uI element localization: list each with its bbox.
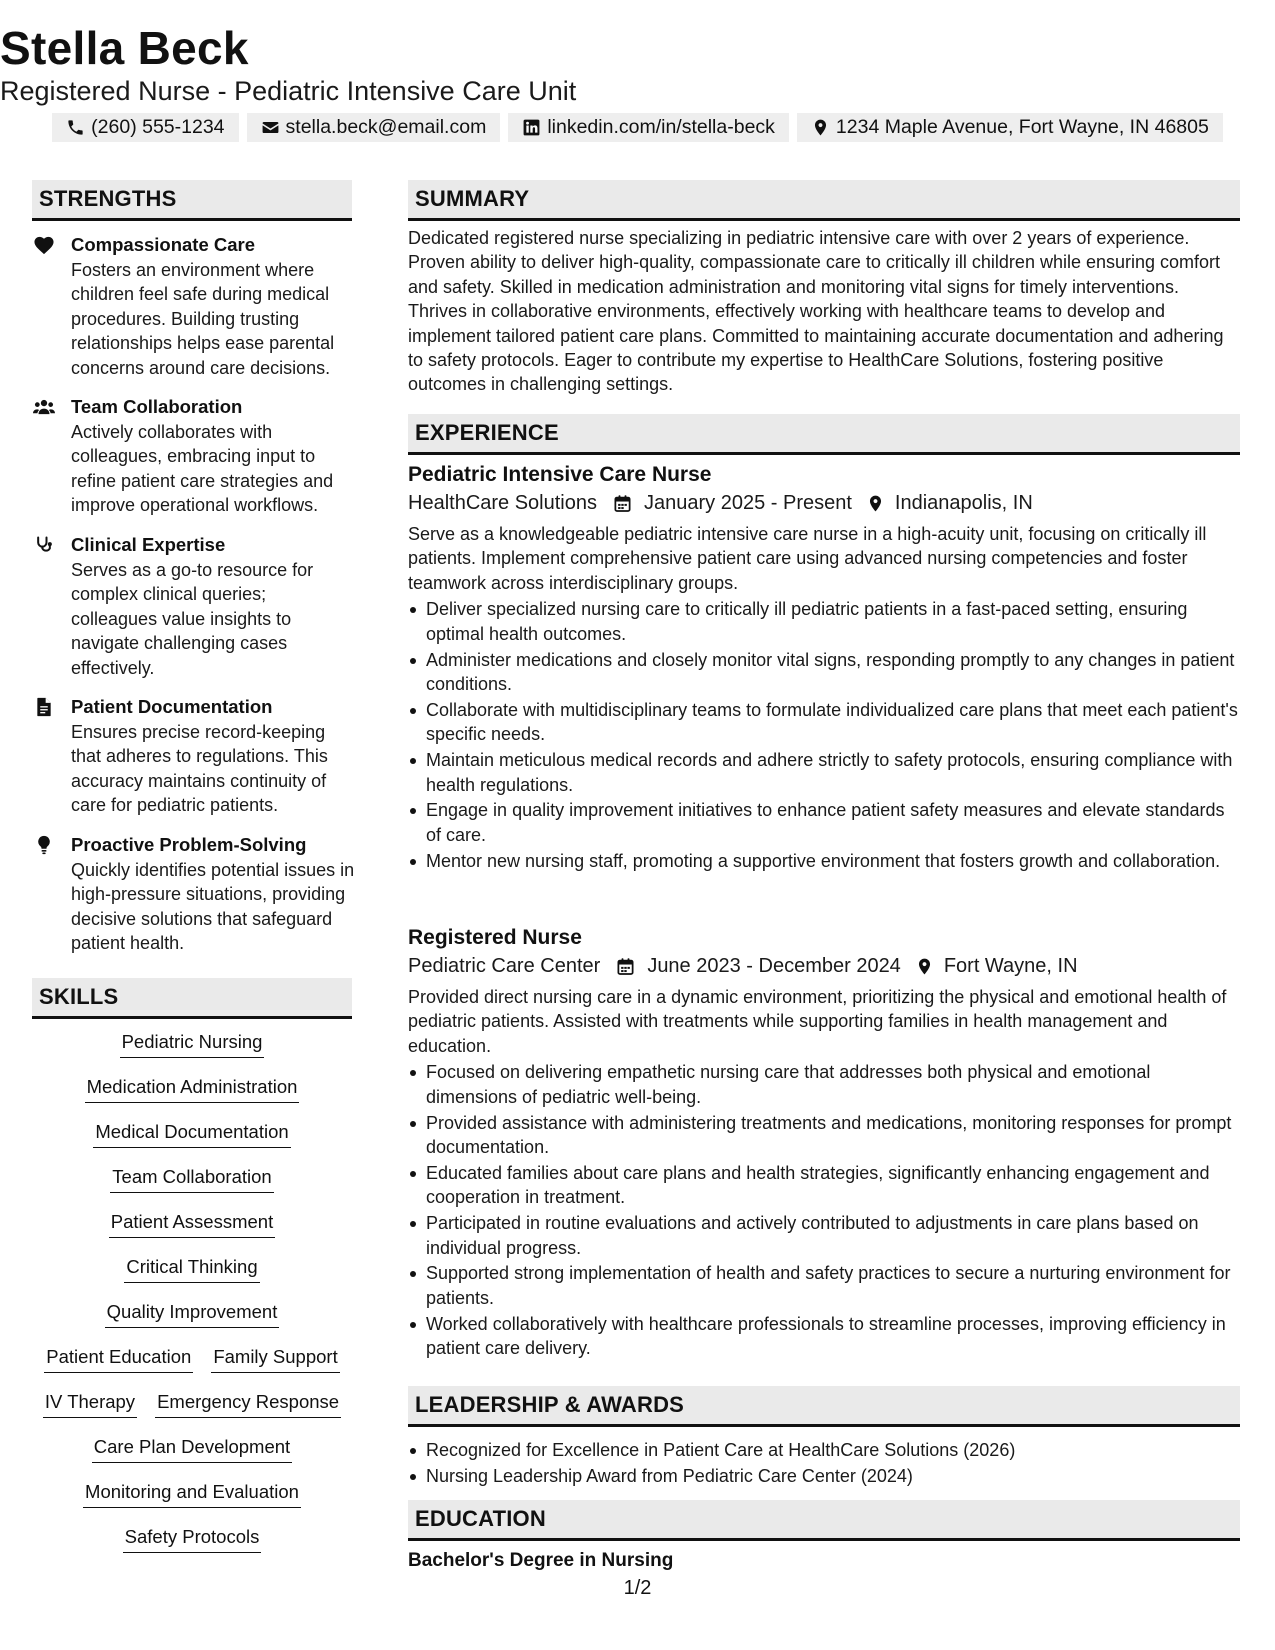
skill-tag: Care Plan Development [92,1435,292,1463]
linkedin-text: linkedin.com/in/stella-beck [547,116,775,138]
bullet-item: Supported strong implementation of health and safety practices to secure a nurturing environment for patients. [408,1261,1240,1310]
contact-linkedin[interactable] [508,113,789,142]
job-description: Serve as a knowledgeable pediatric intensive care nurse in a high-acuity unit, focusing on critically ill patients. Implement comprehensive patient care using advanced nursing competencies and foster teamwork across interdisciplinary groups. [408,524,1207,593]
users-icon [32,396,56,418]
award-item: Recognized for Excellence in Patient Care at HealthCare Solutions (2026) [408,1438,1240,1462]
bullet-item: Maintain meticulous medical records and adhere strictly to safety protocols, ensuring compliance with health regulations. [408,748,1240,797]
leadership-heading: LEADERSHIP & AWARDS [408,1386,1240,1427]
strength-description: Ensures precise record-keeping that adheres to regulations. This accuracy maintains continuity of care for pediatric patients. [71,722,328,816]
bullet-item: Focused on delivering empathetic nursing care that addresses both physical and emotional dimensions of pediatric well-being. [408,1060,1240,1109]
strengths-heading: STRENGTHS [32,180,352,221]
strength-title: Compassionate Care [71,234,256,255]
strength-description: Serves as a go-to resource for complex clinical queries; colleagues value insights to navigate challenging cases effectively. [71,560,314,678]
phone-text: (260) 555-1234 [91,116,225,138]
leadership-list [408,1436,1240,1490]
strength-item [32,532,352,682]
strength-item [32,232,352,382]
envelope-icon [261,118,280,137]
document-icon [32,696,56,718]
candidate-name: Stella Beck [0,22,249,74]
skill-tag: Team Collaboration [110,1165,273,1193]
contact-email[interactable] [247,113,501,142]
skill-tag: Safety Protocols [123,1525,262,1553]
skill-tag: Quality Improvement [105,1300,280,1328]
contact-address [797,113,1223,142]
calendar-icon [597,494,644,513]
map-pin-icon [901,957,944,976]
bullet-item: Administer medications and closely monitor vital signs, responding promptly to any changes in patient conditions. [408,648,1240,697]
strength-title: Proactive Problem-Solving [71,834,307,855]
company-name: Pediatric Care Center [408,955,601,977]
skills-heading: SKILLS [32,978,352,1019]
bullet-item: Deliver specialized nursing care to critically ill pediatric patients in a fast-paced setting, ensuring optimal health outcomes. [408,597,1240,646]
job-meta [408,489,1240,517]
skill-tag: Patient Education [44,1345,193,1373]
bullet-item: Collaborate with multidisciplinary teams to formulate individualized care plans that meet each patient's specific needs. [408,698,1240,747]
bullet-item: Worked collaboratively with healthcare professionals to streamline processes, improving efficiency in patient care delivery. [408,1312,1240,1361]
job-entry [408,924,1240,1362]
job-bullets [408,1060,1240,1360]
job-meta [408,952,1240,980]
strength-item [32,832,355,958]
lightbulb-icon [32,834,56,856]
map-pin-icon [852,494,895,513]
linkedin-icon [522,118,541,137]
strength-description: Quickly identifies potential issues in high-pressure situations, providing decisive solutions that safeguard patient health. [71,860,355,954]
address-text: 1234 Maple Avenue, Fort Wayne, IN 46805 [835,116,1209,138]
job-title: Pediatric Intensive Care Nurse [408,463,712,486]
skills-list [32,1030,352,1570]
heart-icon [32,234,56,256]
company-name: HealthCare Solutions [408,492,597,514]
summary-heading: SUMMARY [408,180,1240,221]
job-title: Registered Nurse [408,926,582,949]
map-pin-icon [811,118,830,137]
bullet-item: Educated families about care plans and health strategies, significantly enhancing engagement and cooperation in treatment. [408,1161,1240,1210]
contact-bar [0,113,1275,142]
award-item: Nursing Leadership Award from Pediatric Care Center (2024) [408,1464,1240,1488]
bullet-item: Participated in routine evaluations and actively contributed to adjustments in care plans based on individual progress. [408,1211,1240,1260]
bullet-item: Mentor new nursing staff, promoting a supportive environment that fosters growth and collaboration. [408,849,1240,873]
skill-tag: IV Therapy [43,1390,137,1418]
job-dates: January 2025 - Present [644,492,852,514]
strength-item [32,394,352,520]
contact-phone [52,113,238,142]
strength-description: Fosters an environment where children feel safe during medical procedures. Building trusting relationships helps ease parental concerns around care decisions. [71,260,335,378]
job-entry [408,461,1240,875]
job-location: Fort Wayne, IN [943,955,1078,977]
experience-heading: EXPERIENCE [408,414,1240,455]
bullet-item: Engage in quality improvement initiatives to enhance patient safety measures and elevate standards of care. [408,798,1240,847]
education-degree: Bachelor's Degree in Nursing [408,1550,674,1571]
skill-tag: Medical Documentation [93,1120,290,1148]
skill-tag: Emergency Response [155,1390,341,1418]
strength-title: Patient Documentation [71,696,273,717]
strength-title: Clinical Expertise [71,534,226,555]
job-bullets [408,597,1240,873]
education-heading: EDUCATION [408,1500,1240,1541]
page-number: 1/2 [623,1577,652,1599]
job-description: Provided direct nursing care in a dynamic environment, prioritizing the physical and emotional health of pediatric patients. Assisted with treatments while supporting families in health management and education. [408,987,1227,1056]
candidate-title: Registered Nurse - Pediatric Intensive Care Unit [0,76,577,106]
skill-tag: Critical Thinking [124,1255,259,1283]
calendar-icon [600,957,647,976]
email-text: stella.beck@email.com [285,116,487,138]
skill-tag: Family Support [211,1345,339,1373]
strength-item [32,694,352,820]
skill-tag: Pediatric Nursing [120,1030,265,1058]
skill-tag: Patient Assessment [109,1210,275,1238]
bullet-item: Provided assistance with administering treatments and medications, monitoring responses for prompt documentation. [408,1111,1240,1160]
skill-tag: Monitoring and Evaluation [83,1480,301,1508]
stethoscope-icon [32,534,56,556]
job-location: Indianapolis, IN [894,492,1033,514]
summary-text: Dedicated registered nurse specializing in pediatric intensive care with over 2 years of experience. Proven ability to deliver high-quality, compassionate care to critically ill children while ensuring comfort and safety. Skilled in medication administration and monitoring vital signs for timely interventions. Thrives in collaborative environments, effectively working with healthcare teams to develop and implement tailored patient care plans. Committed to maintaining accurate documentation and adhering to safety protocols. Eager to contribute my expertise to HealthCare Solutions, fostering positive outcomes in challenging settings. [408,228,1224,395]
phone-icon [66,118,85,137]
strength-title: Team Collaboration [71,396,243,417]
job-dates: June 2023 - December 2024 [647,955,901,977]
skill-tag: Medication Administration [85,1075,300,1103]
strength-description: Actively collaborates with colleagues, embracing input to refine patient care strategies and improve operational workflows. [71,422,334,516]
